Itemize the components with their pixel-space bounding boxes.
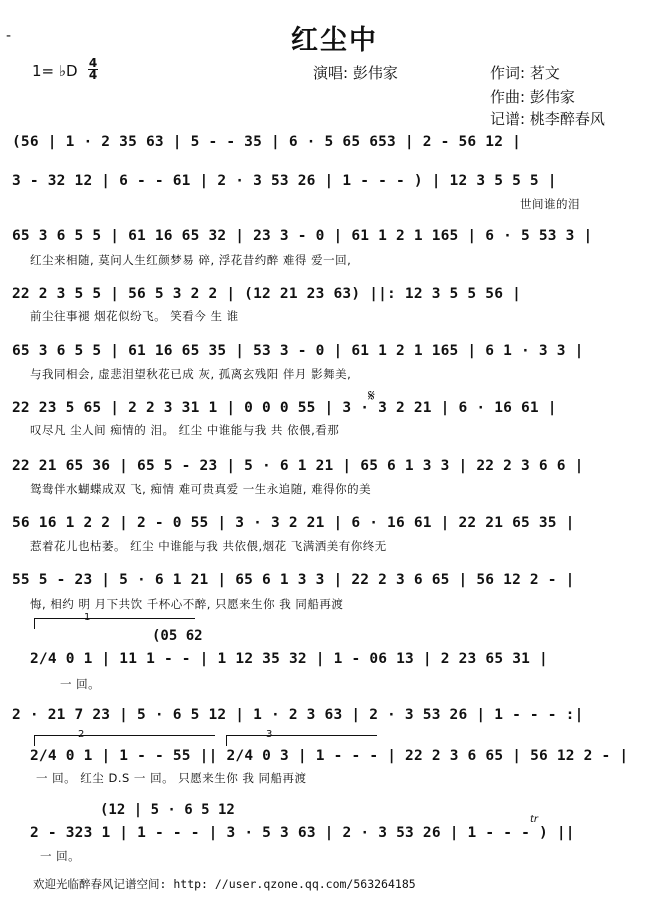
score-row-12: 2/4 0 1 | 1 - - 55 || 2/4 0 3 | 1 - - - | 22 2 3 6 65 | 56 12 2 - | — [30, 748, 629, 764]
song-title: 红尘中 — [291, 25, 378, 56]
lyric-row-3: 红尘来相随, 莫问人生红颜梦易 碎, 浮花昔约醉 难得 爱一回, — [30, 253, 352, 267]
lyric-row-2: 世间谁的泪 — [520, 197, 580, 211]
score-row-3: 65 3 6 5 5 | 61 16 65 32 | 23 3 - 0 | 61 1 2 1 165 | 6 · 5 53 3 | — [12, 228, 593, 244]
inline-paren-phrase-2: (12 | 5 · 6 5 12 — [100, 802, 235, 818]
meter-top: 4 — [88, 56, 98, 70]
score-row-2: 3 - 32 12 | 6 - - 61 | 2 · 3 53 26 | 1 - - - ) | 12 3 5 5 5 | — [12, 173, 557, 189]
score-row-6: 22 23 5 65 | 2 2 3 31 1 | 0 0 0 55 | 3 · 3 2 21 | 6 · 16 61 | — [12, 400, 557, 416]
footer-text: 欢迎光临醉春风记谱空间: http: //user.qzone.qq.com/563264185 — [33, 877, 416, 891]
volta-number-2: 2 — [78, 729, 85, 740]
segno-sign: 𝄋 — [368, 386, 375, 405]
lyric-row-7: 鸳鸯伴水蝴蝶成双 飞, 痴情 难可贵真爱 一生永追随, 难得你的美 — [30, 482, 372, 496]
score-row-1: (56 | 1 · 2 35 63 | 5 - - 35 | 6 · 5 65 653 | 2 - 56 12 | — [12, 134, 521, 150]
composer-credit: 作曲: 彭伟家 — [490, 88, 575, 106]
score-row-11: 2 · 21 7 23 | 5 · 6 5 12 | 1 · 2 3 63 | 2 · 3 53 26 | 1 - - - :| — [12, 707, 584, 723]
lyric-row-12: 一 回。 红尘 D.S 一 回。 只愿来生你 我 同船再渡 — [36, 771, 307, 785]
lyric-row-6: 叹尽凡 尘人间 痴情的 泪。 红尘 中谁能与我 共 依偎,看那 — [30, 423, 340, 437]
lyric-row-4: 前尘往事褪 烟花似纷飞。 笑看今 生 谁 — [30, 309, 239, 323]
lyric-row-13: 一 回。 — [40, 849, 81, 863]
volta-bracket-3 — [226, 735, 377, 746]
score-row-7: 22 21 65 36 | 65 5 - 23 | 5 · 6 1 21 | 65 6 1 3 3 | 22 2 3 6 6 | — [12, 458, 584, 474]
page-dash: - — [6, 28, 12, 44]
lyricist-credit: 作词: 茗文 — [490, 64, 560, 82]
score-row-10: 2/4 0 1 | 11 1 - - | 1 12 35 32 | 1 - 06 13 | 2 23 65 31 | — [30, 651, 548, 667]
score-row-9: 55 5 - 23 | 5 · 6 1 21 | 65 6 1 3 3 | 22 2 3 6 65 | 56 12 2 - | — [12, 572, 575, 588]
score-row-13: 2 - 323 1 | 1 - - - | 3 · 5 3 63 | 2 · 3 53 26 | 1 - - - ) || — [30, 825, 575, 841]
volta-number-3: 3 — [266, 729, 273, 740]
volta-number-1: 1 — [84, 612, 91, 623]
volta-bracket-2 — [34, 735, 215, 746]
time-signature — [88, 58, 98, 81]
key-signature: 1= ♭D — [32, 62, 78, 80]
score-row-4: 22 2 3 5 5 | 56 5 3 2 2 | (12 21 23 63) ||: 12 3 5 5 56 | — [12, 286, 521, 302]
meter-bottom: 4 — [88, 68, 98, 82]
score-row-8: 56 16 1 2 2 | 2 - 0 55 | 3 · 3 2 21 | 6 · 16 61 | 22 21 65 35 | — [12, 515, 575, 531]
lyric-row-9: 悔, 相约 明 月下共饮 千杯心不醉, 只愿来生你 我 同船再渡 — [30, 597, 344, 611]
lyric-row-5: 与我同相会, 虚悲泪望秋花已成 灰, 孤离玄残阳 伴月 影舞美, — [30, 367, 352, 381]
score-row-5: 65 3 6 5 5 | 61 16 65 35 | 53 3 - 0 | 61 1 2 1 165 | 6 1 · 3 3 | — [12, 343, 584, 359]
singer-credit: 演唱: 彭伟家 — [313, 64, 398, 82]
inline-paren-phrase-1: (05 62 — [152, 628, 203, 644]
lyric-row-10: 一 回。 — [60, 677, 101, 691]
trill-mark: tr — [530, 814, 539, 825]
lyric-row-8: 惹着花儿也枯萎。 红尘 中谁能与我 共依偎,烟花 飞满洒美有你终无 — [30, 539, 387, 553]
transcriber-credit: 记谱: 桃李醉春风 — [490, 110, 605, 128]
